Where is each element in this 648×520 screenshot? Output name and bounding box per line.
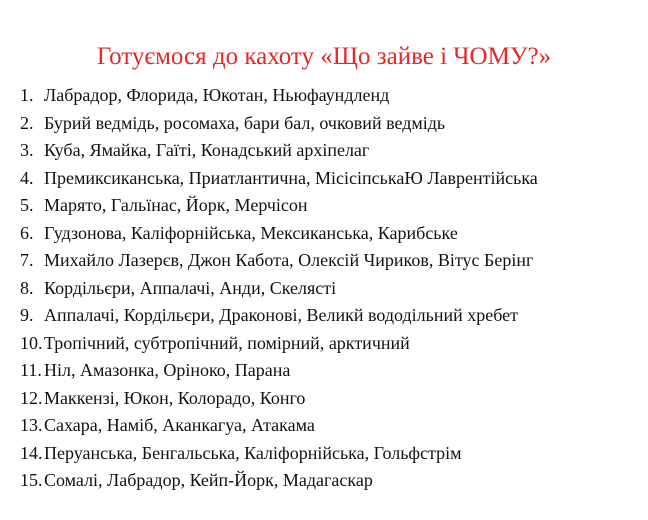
item-number: 9. xyxy=(20,305,34,325)
item-text: Ніл, Амазонка, Оріноко, Парана xyxy=(44,360,291,380)
item-number: 3. xyxy=(20,140,34,160)
item-number: 10. xyxy=(20,332,43,353)
list-item xyxy=(0,357,648,385)
item-number: 4. xyxy=(20,167,34,188)
item-number: 2. xyxy=(20,112,34,133)
item-text: Премиксиканська, Приатлантична, МісісіпськаЮ Лаврентійська xyxy=(44,167,538,188)
item-text: Гудзонова, Каліфорнійська, Мексиканська, Карибське xyxy=(44,222,458,243)
item-text: Сахара, Наміб, Аканкагуа, Атакама xyxy=(44,415,315,435)
list-item xyxy=(0,330,648,358)
list-item xyxy=(0,302,648,330)
item-number: 11. xyxy=(20,360,42,380)
list-item xyxy=(0,247,648,275)
item-text: Марято, Гальїнас, Йорк, Мерчісон xyxy=(44,195,308,215)
list-item xyxy=(0,467,648,495)
item-text: Лабрадор, Флорида, Юкотан, Ньюфаундленд xyxy=(44,85,390,105)
item-text: Бурий ведмідь, росомаха, бари бал, очковий ведмідь xyxy=(44,112,446,133)
list-item xyxy=(0,165,648,193)
item-number: 1. xyxy=(20,85,34,105)
list-item xyxy=(0,412,648,440)
item-number: 13. xyxy=(20,415,43,435)
question-list xyxy=(0,82,648,495)
item-text: Аппалачі, Кордільєри, Драконові, Великй вододільний хребет xyxy=(44,305,519,325)
list-item xyxy=(0,82,648,110)
item-text: Маккензі, Юкон, Колорадо, Конго xyxy=(44,387,306,408)
list-item xyxy=(0,137,648,165)
list-item xyxy=(0,192,648,220)
list-item xyxy=(0,110,648,138)
item-text: Перуанська, Бенгальська, Каліфорнійська, Гольфстрім xyxy=(44,442,462,463)
item-text: Кордільєри, Аппалачі, Анди, Скелясті xyxy=(44,277,337,298)
item-text: Михайло Лазерєв, Джон Кабота, Олексій Чириков, Вітус Берінг xyxy=(44,250,534,270)
list-item xyxy=(0,220,648,248)
item-number: 5. xyxy=(20,195,34,215)
page-title: Готуємося до кахоту «Що зайве і ЧОМУ?» xyxy=(96,43,552,70)
item-number: 7. xyxy=(20,250,34,270)
item-number: 15. xyxy=(20,470,43,490)
list-item xyxy=(0,440,648,468)
item-number: 14. xyxy=(20,442,43,463)
list-item xyxy=(0,275,648,303)
item-number: 6. xyxy=(20,222,34,243)
item-text: Тропічний, субтропічний, помірний, арктичний xyxy=(44,332,410,353)
list-item xyxy=(0,385,648,413)
item-number: 12. xyxy=(20,387,43,408)
item-text: Куба, Ямайка, Гаїті, Конадський архіпелаг xyxy=(44,140,370,160)
item-text: Сомалі, Лабрадор, Кейп-Йорк, Мадагаскар xyxy=(44,470,373,490)
item-number: 8. xyxy=(20,277,34,298)
